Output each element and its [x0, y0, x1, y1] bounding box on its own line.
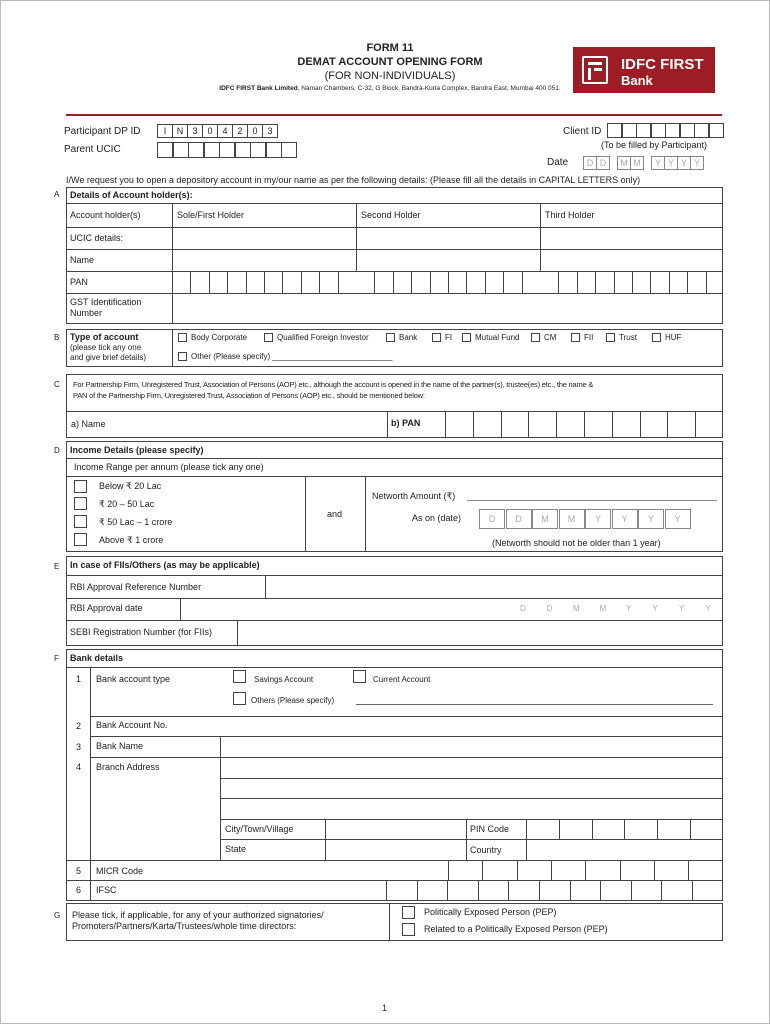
- ifsc-label: IFSC: [96, 885, 117, 895]
- bank-row-3-num: 3: [76, 742, 82, 752]
- pep-label: Politically Exposed Person (PEP): [424, 907, 557, 917]
- bank-row-2-num: 2: [76, 721, 82, 731]
- ifsc-divider: [478, 880, 479, 901]
- ucic-cell[interactable]: [266, 142, 282, 158]
- pan-divider: [227, 271, 228, 293]
- date-cell[interactable]: M: [617, 156, 631, 170]
- form-subtitle: (FOR NON-INDIVIDUALS): [324, 70, 456, 82]
- income-title: Income Details (please specify): [70, 445, 204, 455]
- section-a-letter: A: [54, 190, 60, 199]
- rbi-date-cell: Y: [652, 604, 658, 613]
- rbi-date-cell: M: [599, 604, 607, 613]
- other-label: Other (Please specify) ___________________________: [191, 352, 393, 361]
- income-above-1cr-checkbox[interactable]: [74, 533, 87, 546]
- ifsc-divider: [661, 880, 662, 901]
- micr-divider: [448, 860, 449, 880]
- rbi-date-cell: Y: [679, 604, 685, 613]
- savings-label: Savings Account: [254, 675, 314, 684]
- fii-title: In case of FIIs/Others (as may be applicable): [70, 560, 260, 570]
- pin-divider: [690, 819, 691, 839]
- pan-divider: [632, 271, 633, 293]
- pin-code-label: PIN Code: [470, 824, 510, 834]
- micr-divider: [517, 860, 518, 880]
- form-number: FORM 11: [366, 42, 414, 54]
- client-id-cell[interactable]: [636, 123, 651, 138]
- pin-divider: [624, 819, 625, 839]
- row-pan: PAN: [70, 277, 88, 287]
- account-type-checkbox[interactable]: [571, 333, 580, 342]
- pan-divider: [669, 271, 670, 293]
- city-label: City/Town/Village: [225, 824, 294, 834]
- row-gst-1: GST Identification: [70, 297, 142, 307]
- form-title: DEMAT ACCOUNT OPENING FORM: [297, 56, 483, 68]
- firm-pan-divider: [473, 411, 474, 438]
- pan-divider: [411, 271, 412, 293]
- account-type-label: FII: [584, 333, 594, 342]
- dp-id-cell: I: [157, 124, 173, 138]
- section-f-letter: F: [54, 654, 59, 663]
- pin-divider: [657, 819, 658, 839]
- pep-checkbox[interactable]: [402, 906, 415, 919]
- client-id-cell[interactable]: [694, 123, 709, 138]
- as-on-date-label: As on (date): [412, 513, 462, 523]
- section-g-text-1: Please tick, if applicable, for any of your authorized signatories/: [72, 910, 324, 920]
- firm-pan-label: b) PAN: [391, 418, 421, 428]
- pan-divider: [264, 271, 265, 293]
- pan-divider: [282, 271, 283, 293]
- type-note-1: (please tick any one: [70, 343, 142, 352]
- logo-line1: IDFC FIRST: [621, 56, 704, 73]
- account-type-checkbox[interactable]: [386, 333, 395, 342]
- income-range-4: Above ₹ 1 crore: [99, 535, 164, 545]
- dp-id-cell: N: [172, 124, 188, 138]
- ifsc-divider: [570, 880, 571, 901]
- logo-line2: Bank: [621, 73, 653, 88]
- client-id-note: (To be filled by Participant): [601, 140, 708, 150]
- bank-address: [140, 85, 640, 92]
- section-f-box: [66, 649, 723, 901]
- pin-divider: [592, 819, 593, 839]
- dp-id-label: Participant DP ID: [64, 126, 141, 137]
- ifsc-divider: [508, 880, 509, 901]
- ifsc-divider: [631, 880, 632, 901]
- col-second-holder: Second Holder: [361, 210, 421, 220]
- section-d-letter: D: [54, 446, 60, 455]
- ifsc-divider: [447, 880, 448, 901]
- account-type-label: Body Corporate: [191, 333, 248, 342]
- client-id-cell[interactable]: [709, 123, 724, 138]
- firm-pan-divider: [528, 411, 529, 438]
- row-name: Name: [70, 255, 95, 265]
- pan-divider: [595, 271, 596, 293]
- firm-pan-divider: [501, 411, 502, 438]
- account-type-label: Mutual Fund: [475, 333, 520, 342]
- pan-divider: [374, 271, 375, 293]
- account-type-label: Trust: [619, 333, 637, 342]
- account-type-label: Qualified Foreign Investor: [277, 333, 369, 342]
- client-id-cell[interactable]: [607, 123, 622, 138]
- income-range-3: ₹ 50 Lac – 1 crore: [99, 517, 173, 527]
- rbi-ref-label: RBI Approval Reference Number: [70, 582, 202, 592]
- request-text: I/We request you to open a depository account in my/our name as per the following details: (Please fill all the details in CAPITAL LETTERS only): [66, 175, 641, 185]
- ucic-cell[interactable]: [188, 142, 204, 158]
- section-a-box: [66, 187, 723, 324]
- firm-pan-divider: [445, 411, 446, 438]
- rbi-date-cell: Y: [705, 604, 711, 613]
- micr-label: MICR Code: [96, 866, 144, 876]
- client-id-cell[interactable]: [680, 123, 695, 138]
- pan-divider: [430, 271, 431, 293]
- networth-input[interactable]: [467, 500, 717, 501]
- date-cell[interactable]: Y: [677, 156, 691, 170]
- rbi-date-cell: M: [573, 604, 580, 613]
- current-checkbox[interactable]: [353, 670, 366, 683]
- pan-divider: [614, 271, 615, 293]
- networth-date-cell[interactable]: Y: [612, 509, 638, 529]
- related-pep-label: Related to a Politically Exposed Person (PEP): [424, 924, 608, 934]
- section-b-letter: B: [54, 333, 60, 342]
- bank-row-4-num: 4: [76, 762, 82, 772]
- pan-divider: [558, 271, 559, 293]
- country-label: Country: [470, 845, 502, 855]
- income-range-1: Below ₹ 20 Lac: [99, 481, 162, 491]
- client-id-cell[interactable]: [665, 123, 680, 138]
- dp-id-cell: 3: [262, 124, 278, 138]
- idfc-logo-icon: [582, 56, 608, 84]
- row-ucic: UCIC details:: [70, 233, 124, 243]
- pin-divider: [559, 819, 560, 839]
- account-type-checkbox[interactable]: [462, 333, 471, 342]
- bank-name-label: Bank Name: [96, 741, 144, 751]
- firm-pan-divider: [612, 411, 613, 438]
- date-cell[interactable]: D: [583, 156, 597, 170]
- networth-date-cell[interactable]: D: [506, 509, 532, 529]
- date-cell[interactable]: M: [630, 156, 644, 170]
- firm-pan-divider: [640, 411, 641, 438]
- account-type-checkbox[interactable]: [178, 333, 187, 342]
- dp-id-cell: 0: [202, 124, 218, 138]
- dp-id-cell: 4: [217, 124, 233, 138]
- firm-name-label: a) Name: [71, 419, 106, 429]
- pan-divider: [650, 271, 651, 293]
- ifsc-divider: [692, 880, 693, 901]
- dp-id-cell: 2: [232, 124, 248, 138]
- bank-details-title: Bank details: [70, 653, 124, 663]
- income-range-2: ₹ 20 – 50 Lac: [99, 499, 155, 509]
- firm-pan-divider: [667, 411, 668, 438]
- rbi-date-cell: Y: [626, 604, 632, 613]
- row-gst-2: Number: [70, 308, 103, 318]
- section-c-text-1: For Partnership Firm, Unregistered Trust, Association of Persons (AOP) etc., although the account is opened in the name of the partner(s), trustee(es) etc., the name &: [73, 380, 594, 389]
- bank-logo: [573, 47, 715, 93]
- and-label: and: [327, 509, 343, 519]
- parent-ucic-label: Parent UCIC: [64, 144, 121, 155]
- account-type-checkbox[interactable]: [652, 333, 661, 342]
- firm-pan-divider: [584, 411, 585, 438]
- pan-divider: [466, 271, 467, 293]
- state-label: State: [225, 844, 247, 854]
- firm-pan-divider: [695, 411, 696, 438]
- date-cell[interactable]: Y: [690, 156, 704, 170]
- networth-label: Networth Amount (₹): [372, 491, 456, 501]
- section-c-letter: C: [54, 380, 60, 389]
- bank-account-type-label: Bank account type: [96, 674, 171, 684]
- dp-id-cell: 0: [247, 124, 263, 138]
- income-50-1cr-checkbox[interactable]: [74, 515, 87, 528]
- others-label: Others (Please specify): [251, 696, 335, 705]
- date-cell[interactable]: Y: [664, 156, 678, 170]
- address-text: , Naman Chambers, C-32, G Block, Bandra-Kurla Complex, Bandra East, Mumbai 400 051.: [297, 85, 561, 92]
- pan-divider: [301, 271, 302, 293]
- ucic-cell[interactable]: [173, 142, 189, 158]
- networth-date-cell[interactable]: Y: [585, 509, 611, 529]
- client-id-label: Client ID: [563, 126, 602, 137]
- micr-divider: [688, 860, 689, 880]
- date-cell[interactable]: D: [596, 156, 610, 170]
- account-type-checkbox[interactable]: [531, 333, 540, 342]
- income-20-50-checkbox[interactable]: [74, 497, 87, 510]
- micr-divider: [620, 860, 621, 880]
- dp-id-cell: 3: [187, 124, 203, 138]
- micr-divider: [482, 860, 483, 880]
- savings-checkbox[interactable]: [233, 670, 246, 683]
- others-input[interactable]: [356, 704, 713, 705]
- client-id-cell[interactable]: [622, 123, 637, 138]
- pan-divider: [485, 271, 486, 293]
- bank-row-5-num: 5: [76, 866, 82, 876]
- networth-date-cell[interactable]: M: [559, 509, 585, 529]
- ifsc-divider: [417, 880, 418, 901]
- account-type-label: Bank: [399, 333, 418, 342]
- ucic-cell[interactable]: [250, 142, 266, 158]
- pan-divider: [577, 271, 578, 293]
- others-checkbox[interactable]: [233, 692, 246, 705]
- bank-row-6-num: 6: [76, 885, 82, 895]
- pan-divider: [522, 271, 523, 293]
- client-id-cell[interactable]: [651, 123, 666, 138]
- date-label: Date: [547, 157, 569, 168]
- page-number: 1: [382, 1003, 388, 1013]
- networth-date-cell[interactable]: Y: [665, 509, 691, 529]
- networth-date-cell[interactable]: M: [532, 509, 558, 529]
- pan-divider: [209, 271, 210, 293]
- rbi-date-cell: D: [520, 604, 526, 613]
- section-c-text-2: PAN of the Partnership Firm, Unregistered Trust, Association of Persons (AOP) etc., should be mentioned below:: [73, 391, 425, 400]
- networth-note: (Networth should not be older than 1 year): [492, 538, 661, 548]
- sebi-label: SEBI Registration Number (for FIIs): [70, 627, 213, 637]
- section-a-title: Details of Account holder(s):: [70, 190, 193, 200]
- account-type-checkbox[interactable]: [432, 333, 441, 342]
- ucic-cell[interactable]: [281, 142, 297, 158]
- pan-divider: [246, 271, 247, 293]
- account-type-label: FI: [445, 333, 453, 342]
- networth-date-cell[interactable]: Y: [638, 509, 664, 529]
- pan-divider: [687, 271, 688, 293]
- ucic-cell[interactable]: [219, 142, 235, 158]
- income-range-label: Income Range per annum (please tick any one): [74, 462, 264, 472]
- ucic-cell[interactable]: [157, 142, 173, 158]
- pan-divider: [338, 271, 339, 293]
- type-of-account-title: Type of account: [70, 332, 139, 342]
- pan-divider: [706, 271, 707, 293]
- section-e-letter: E: [54, 562, 60, 571]
- account-type-checkbox[interactable]: [606, 333, 615, 342]
- micr-divider: [654, 860, 655, 880]
- rbi-date-label: RBI Approval date: [70, 603, 143, 613]
- ifsc-divider: [386, 880, 387, 901]
- pan-divider: [393, 271, 394, 293]
- pan-divider: [319, 271, 320, 293]
- rbi-date-cell: D: [546, 604, 553, 613]
- current-label: Current Account: [373, 675, 431, 684]
- date-cell[interactable]: Y: [651, 156, 665, 170]
- pan-divider: [503, 271, 504, 293]
- col-third-holder: Third Holder: [545, 210, 595, 220]
- type-note-2: and give brief details): [70, 353, 147, 362]
- micr-divider: [722, 860, 723, 880]
- pan-divider: [190, 271, 191, 293]
- other-checkbox[interactable]: [178, 352, 187, 361]
- ifsc-divider: [600, 880, 601, 901]
- micr-divider: [585, 860, 586, 880]
- account-type-label: HUF: [665, 333, 682, 342]
- section-g-text-2: Promoters/Partners/Karta/Trustees/whole time directors:: [72, 921, 297, 931]
- bank-row-1-num: 1: [76, 674, 82, 684]
- header-divider: [66, 114, 722, 116]
- ifsc-divider: [539, 880, 540, 901]
- col-account-holders: Account holder(s): [70, 210, 141, 220]
- col-first-holder: Sole/First Holder: [177, 210, 245, 220]
- bank-legal-name: IDFC FIRST Bank Limited: [219, 85, 298, 92]
- networth-date-cell[interactable]: D: [479, 509, 505, 529]
- income-below-20-checkbox[interactable]: [74, 480, 87, 493]
- ucic-cell[interactable]: [235, 142, 251, 158]
- pan-divider: [448, 271, 449, 293]
- account-type-checkbox[interactable]: [264, 333, 273, 342]
- ucic-cell[interactable]: [204, 142, 220, 158]
- section-g-letter: G: [54, 911, 61, 920]
- related-pep-checkbox[interactable]: [402, 923, 415, 936]
- micr-divider: [551, 860, 552, 880]
- firm-pan-divider: [556, 411, 557, 438]
- account-type-label: CM: [544, 333, 557, 342]
- account-no-label: Bank Account No.: [96, 720, 168, 730]
- branch-address-label: Branch Address: [96, 762, 160, 772]
